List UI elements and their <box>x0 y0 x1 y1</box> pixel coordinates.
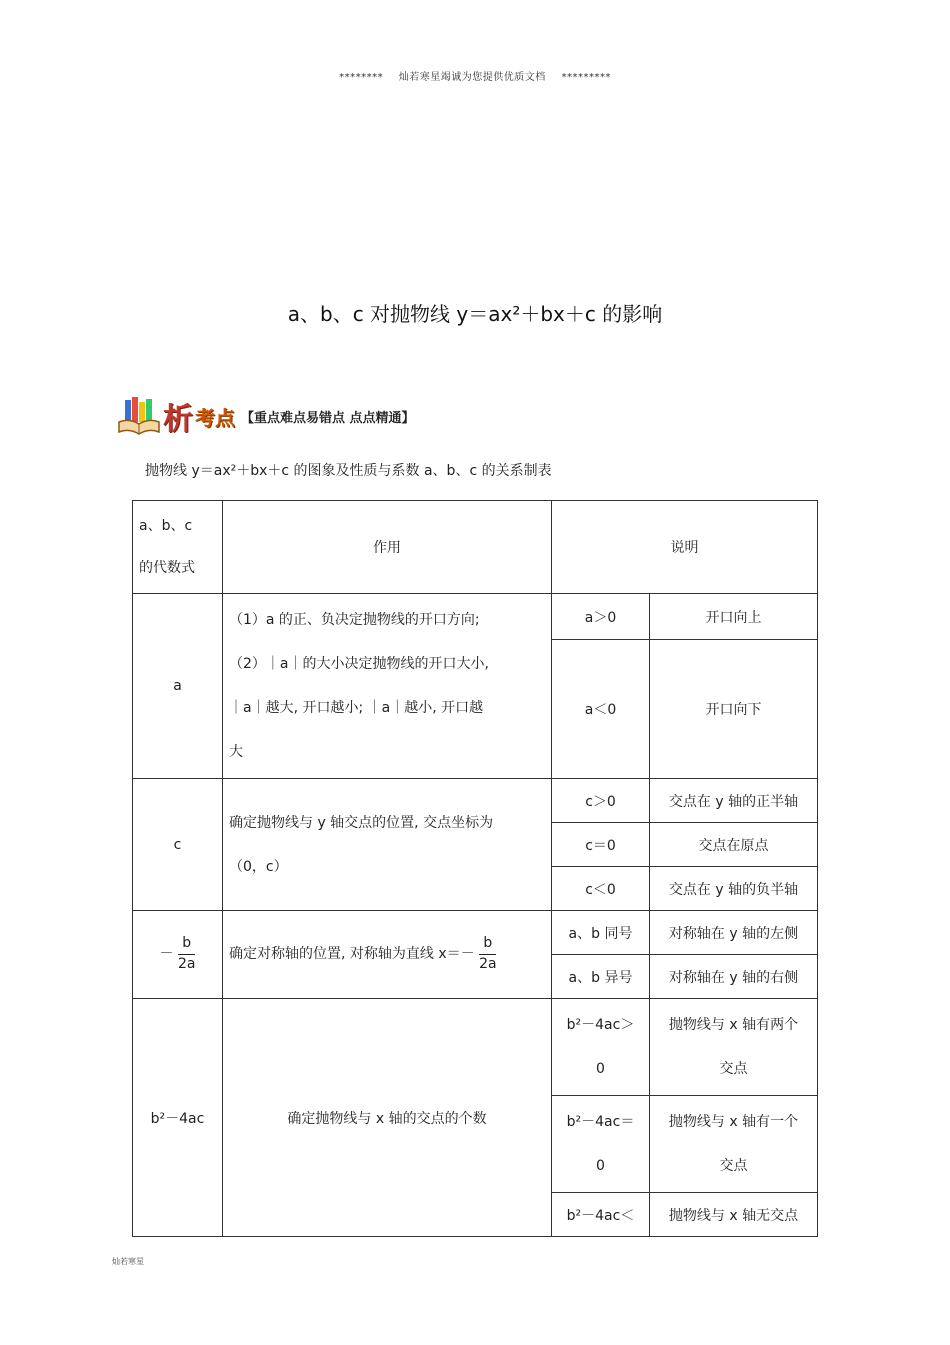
book-icon <box>117 394 161 438</box>
row-axis-role <box>223 911 552 999</box>
page-footer: 灿若寒星 <box>112 1257 144 1266</box>
row-axis-expr-den: 2a <box>177 956 196 972</box>
table-row <box>133 911 818 955</box>
row-a-role-line3: ｜a｜越大, 开口越小; ｜a｜越小, 开口越 <box>229 700 484 716</box>
table-row <box>133 594 818 640</box>
header-role: 作用 <box>223 501 552 594</box>
row-c-cond-1: c＞0 <box>552 779 650 823</box>
row-disc-cond-2-line1: b²－4ac＝ <box>566 1114 635 1130</box>
header-expr-line2: 的代数式 <box>139 560 195 576</box>
row-axis-expr <box>133 911 223 999</box>
row-axis-expr-fraction <box>178 934 196 974</box>
row-c-role-line2: （0，c） <box>229 858 288 875</box>
row-disc-desc-1 <box>650 999 818 1096</box>
row-disc-cond-2-line2: 0 <box>596 1158 605 1174</box>
row-axis-expr-num: b <box>178 934 195 955</box>
row-axis-role-text: 确定对称轴的位置, 对称轴为直线 x＝－ <box>229 946 475 963</box>
row-c-cond-3: c＜0 <box>552 867 650 911</box>
row-disc-cond-3: b²－4ac＜ <box>552 1193 650 1237</box>
row-axis-desc-2: 对称轴在 y 轴的右侧 <box>650 955 818 999</box>
row-disc-desc-2-line1: 抛物线与 x 轴有一个 <box>668 1114 799 1130</box>
row-axis-role-num: b <box>479 934 496 955</box>
row-disc-desc-2-line2: 交点 <box>719 1158 748 1174</box>
coefficient-table <box>132 500 818 1237</box>
row-c-expr: c <box>133 779 223 911</box>
header-stars-right: ********* <box>561 72 611 83</box>
header-expr-line1: a、b、c <box>139 518 193 534</box>
row-c-desc-2: 交点在原点 <box>650 823 818 867</box>
row-disc-cond-1 <box>552 999 650 1096</box>
row-disc-desc-3: 抛物线与 x 轴无交点 <box>650 1193 818 1237</box>
row-c-role <box>223 779 552 911</box>
row-axis-cond-2: a、b 异号 <box>552 955 650 999</box>
row-a-cond-1: a＞0 <box>552 594 650 640</box>
intro-text: 抛物线 y＝ax²＋bx＋c 的图象及性质与系数 a、b、c 的关系制表 <box>145 463 552 479</box>
page-title: a、b、c 对抛物线 y＝ax²＋bx＋c 的影响 <box>287 302 663 326</box>
table-header-row <box>133 501 818 594</box>
row-axis-cond-1: a、b 同号 <box>552 911 650 955</box>
banner-big-char: 析 <box>163 402 193 437</box>
header-expr <box>133 501 223 594</box>
row-a-desc-1: 开口向上 <box>650 594 818 640</box>
row-axis-role-den: 2a <box>479 956 497 972</box>
row-c-desc-3: 交点在 y 轴的负半轴 <box>650 867 818 911</box>
row-a-role-line2: （2）｜a｜的大小决定抛物线的开口大小, <box>229 656 489 672</box>
row-disc-expr: b²－4ac <box>133 999 223 1237</box>
row-disc-role: 确定抛物线与 x 轴的交点的个数 <box>223 999 552 1237</box>
row-disc-cond-1-line1: b²－4ac＞ <box>566 1017 635 1033</box>
banner-keyword: 考点 <box>195 405 235 430</box>
header-stars-left: ******** <box>339 72 384 83</box>
row-a-role-line1: （1）a 的正、负决定抛物线的开口方向; <box>229 612 480 628</box>
banner-subtitle: 【重点难点易错点 点点精通】 <box>241 410 415 426</box>
row-disc-desc-2 <box>650 1096 818 1193</box>
row-disc-cond-2 <box>552 1096 650 1193</box>
row-disc-desc-1-line1: 抛物线与 x 轴有两个 <box>668 1017 799 1033</box>
row-a-expr: a <box>133 594 223 779</box>
row-axis-expr-sign: － <box>159 946 174 963</box>
row-disc-cond-1-line2: 0 <box>596 1061 605 1077</box>
row-c-role-line1: 确定抛物线与 y 轴交点的位置, 交点坐标为 <box>229 814 494 831</box>
row-c-desc-1: 交点在 y 轴的正半轴 <box>650 779 818 823</box>
row-a-desc-2: 开口向下 <box>650 640 818 779</box>
row-axis-desc-1: 对称轴在 y 轴的左侧 <box>650 911 818 955</box>
header-desc: 说明 <box>552 501 818 594</box>
section-banner <box>117 392 415 440</box>
row-axis-role-fraction <box>479 934 497 974</box>
page-header <box>0 68 950 83</box>
table-row <box>133 999 818 1096</box>
row-c-cond-2: c＝0 <box>552 823 650 867</box>
row-a-role-line4: 大 <box>229 744 243 760</box>
table-row <box>133 779 818 823</box>
row-a-cond-2: a＜0 <box>552 640 650 779</box>
header-text: 灿若寒星竭诚为您提供优质文档 <box>398 72 546 83</box>
row-a-role <box>223 594 552 779</box>
row-disc-desc-1-line2: 交点 <box>719 1061 748 1077</box>
